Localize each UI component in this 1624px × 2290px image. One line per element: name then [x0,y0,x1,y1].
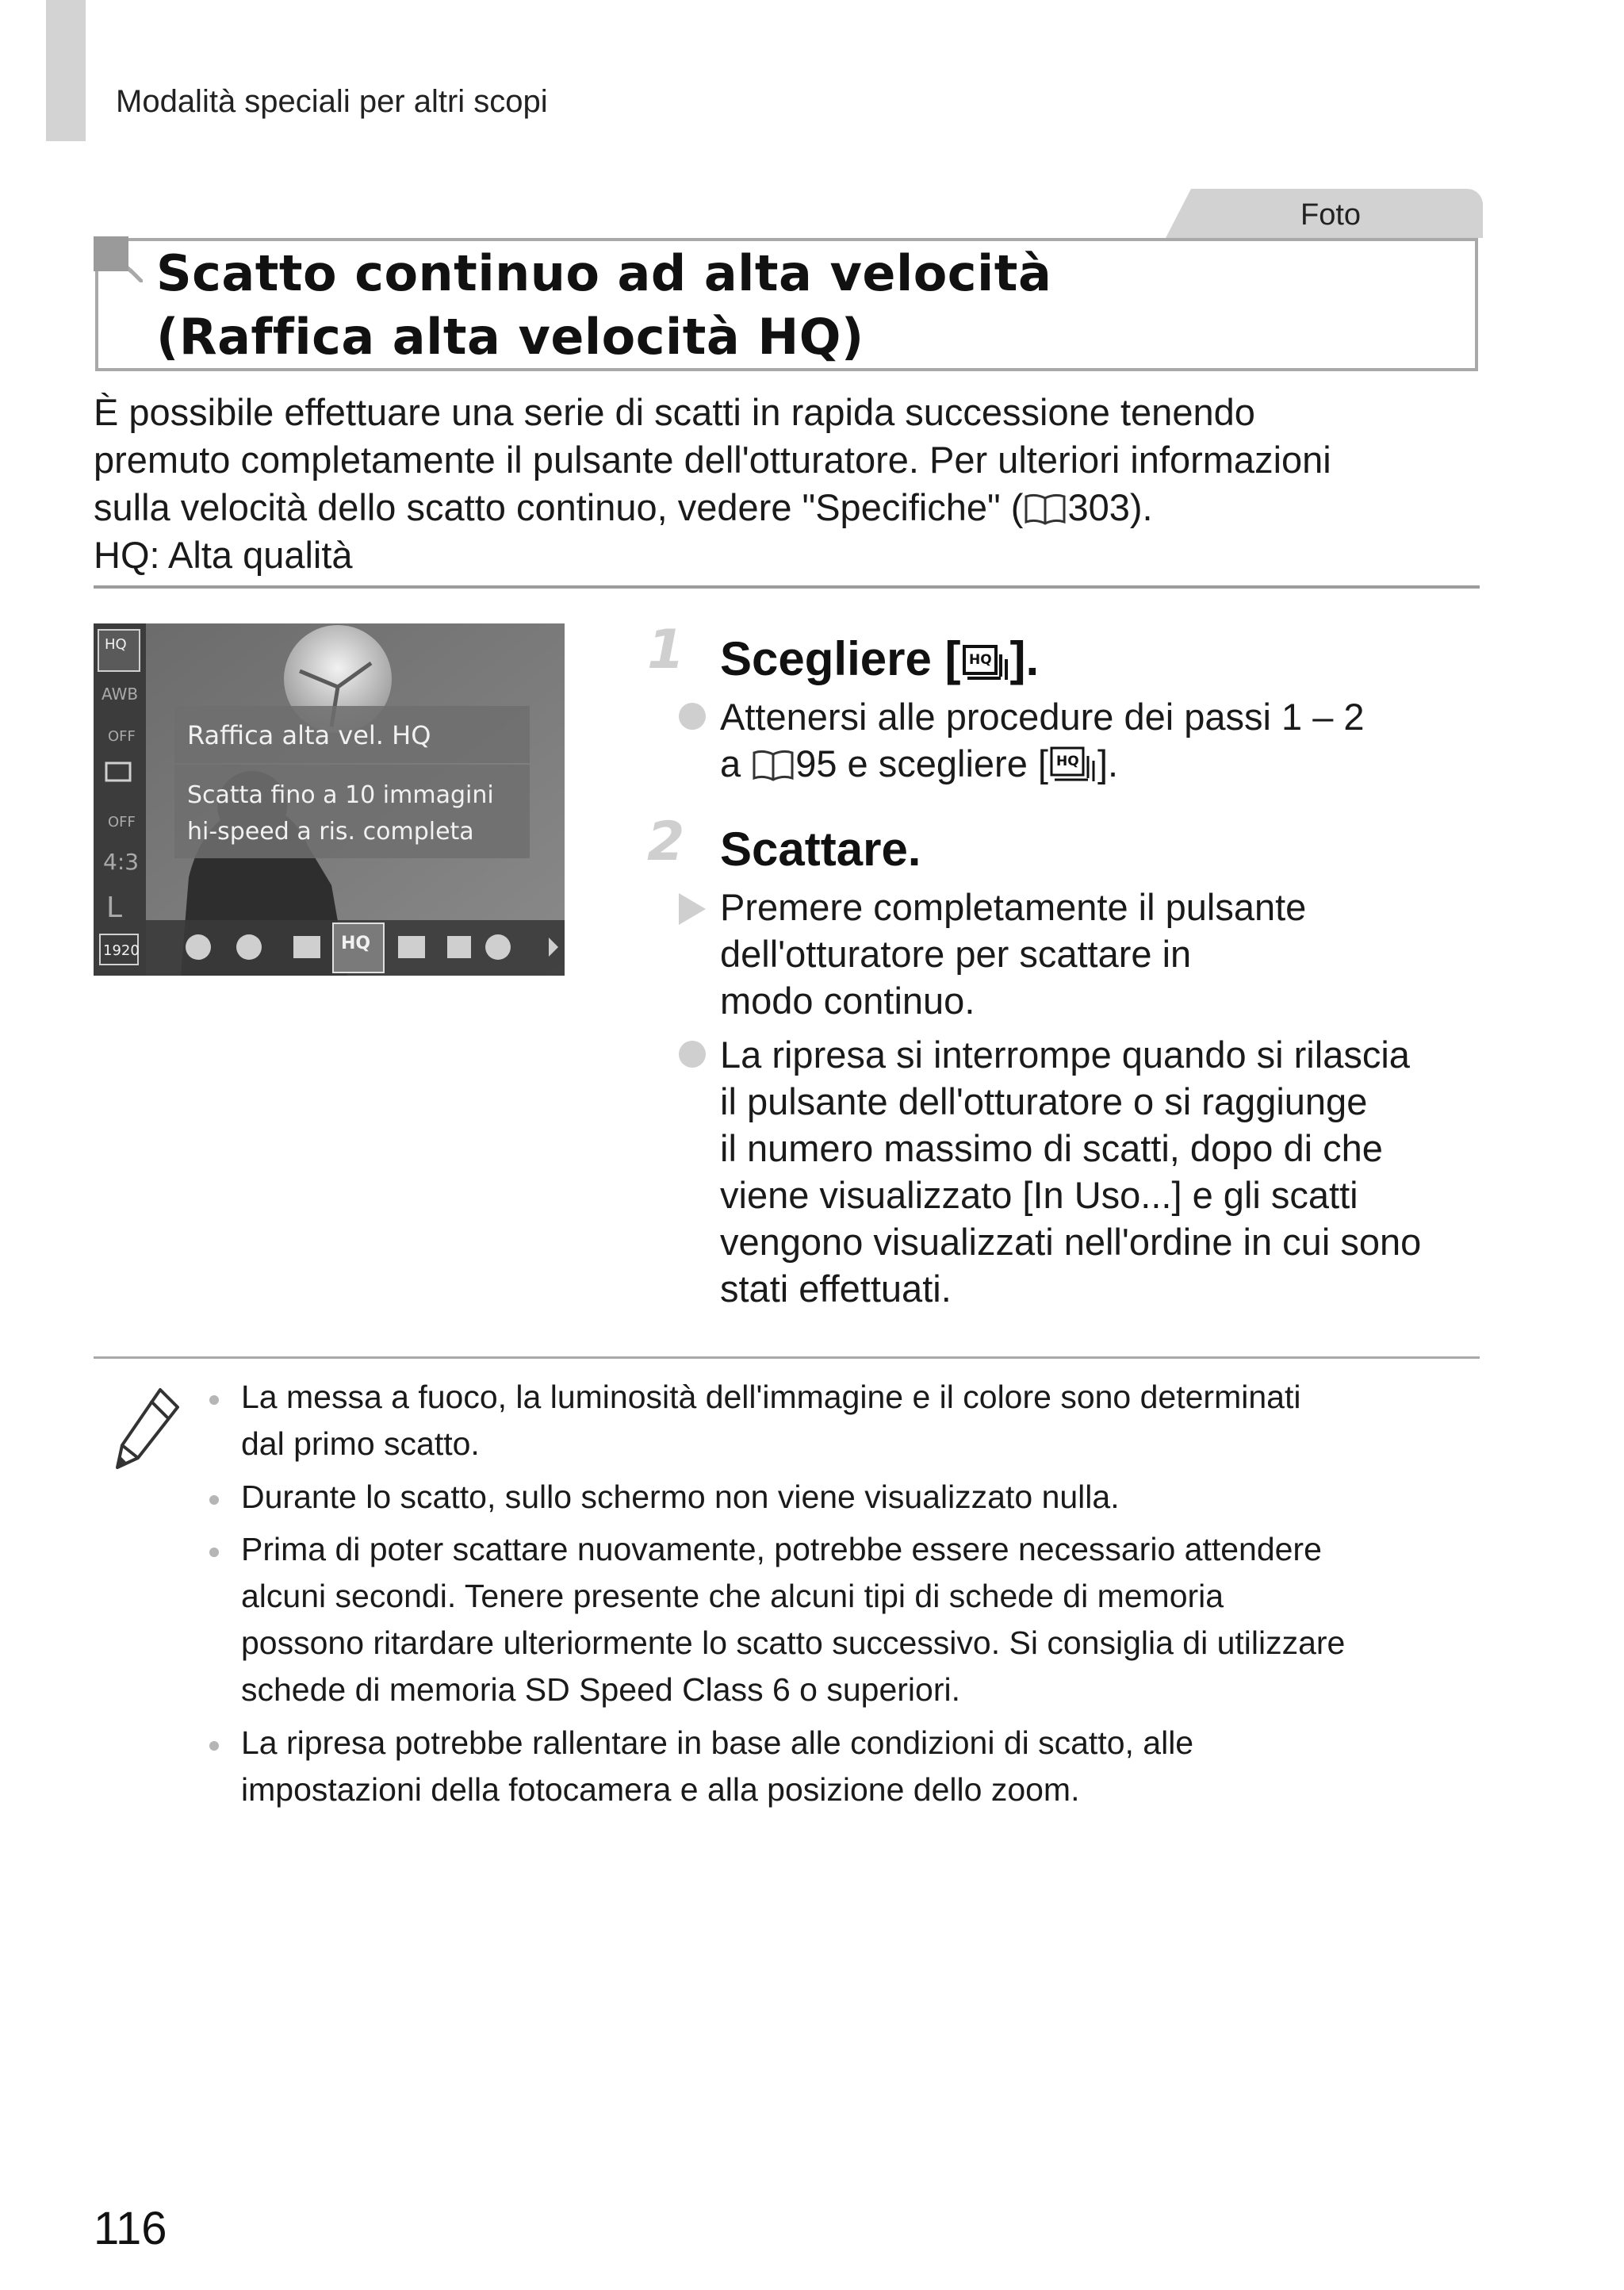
step-title-text: Scegliere [ [720,632,961,685]
hq-burst-icon [1048,745,1097,783]
intro-text: 303). [1067,486,1153,528]
divider [94,1356,1480,1359]
cam-left-icon-label: HQ [105,636,127,653]
cam-menu-title: Raffica alta vel. HQ [187,720,431,750]
step-text: 95 e scegliere [ [795,742,1048,784]
note-bullet [209,1495,219,1505]
step-bullet-line: Attenersi alle procedure dei passi 1 – 2 [720,696,1365,738]
step-title-text: ]. [1009,632,1040,685]
note-bullet [209,1548,219,1557]
book-reference-icon [1023,492,1067,525]
svg-text:HQ: HQ [968,652,992,668]
divider [94,585,1480,589]
page-title-line-2: (Raffica alta velocità HQ) [156,308,864,366]
step-number: 2 [647,811,685,873]
intro-line: HQ: Alta qualità [94,534,353,576]
note-line: impostazioni della fotocamera e alla posizione dello zoom. [241,1771,1080,1808]
cam-left-icon-label: OFF [108,728,136,745]
note-line: possono ritardare ulteriormente lo scatto successivo. Si consiglia di utilizzare [241,1624,1346,1661]
cam-left-icon-label: OFF [108,814,136,830]
step-bullet-line: dell'otturatore per scattare in [720,933,1192,975]
step-title: Scattare. [720,823,921,876]
cam-desc-line: Scatta fino a 10 immagini [187,781,494,809]
note-item [241,1374,1478,1467]
step-title [720,631,1039,686]
step-number: 1 [647,619,685,681]
page-edge-bar [46,0,86,141]
result-arrow [679,893,706,925]
step-text: ]. [1097,742,1119,784]
step-bullet-line [720,740,1481,787]
step-bullet [720,1031,1481,1312]
category-tab-label: Foto [1300,198,1362,232]
note-item [241,1526,1478,1713]
cam-left-icon-label: 1920 [103,942,140,959]
step-bullet-line: vengono visualizzati nell'ordine in cui sono [720,1221,1422,1263]
cam-left-icon-label: 4:3 [103,849,140,875]
bullet-circle [679,1041,706,1068]
camera-screen-image [94,623,565,976]
step-bullet-line: il pulsante dell'otturatore o si raggiunge [720,1080,1368,1122]
step-text: a [720,742,752,784]
note-line: schede di memoria SD Speed Class 6 o superiori. [241,1671,960,1708]
note-line: alcuni secondi. Tenere presente che alcuni tipi di schede di memoria [241,1578,1224,1614]
page-number: 116 [94,2203,167,2254]
step-bullet-line: il numero massimo di scatti, dopo di che [720,1127,1383,1169]
bullet-circle [679,703,706,730]
note-line: dal primo scatto. [241,1425,480,1462]
note-bullet [209,1395,219,1405]
cam-left-icon-label: AWB [102,685,139,704]
step-bullet-line: modo continuo. [720,980,975,1022]
note-item [241,1720,1478,1813]
book-reference-icon [751,748,795,781]
intro-line: premuto completamente il pulsante dell'otturatore. Per ulteriori informazioni [94,439,1331,481]
note-line: La ripresa potrebbe rallentare in base alle condizioni di scatto, alle [241,1724,1194,1761]
pencil-note-icon [111,1385,182,1472]
cam-left-icon-label: L [106,892,123,924]
section-header: Modalità speciali per altri scopi [116,84,548,119]
note-line: Prima di poter scattare nuovamente, potrebbe essere necessario attendere [241,1531,1322,1567]
note-line: La messa a fuoco, la luminosità dell'immagine e il colore sono determinati [241,1379,1301,1415]
step-bullet [720,693,1481,787]
svg-text:HQ: HQ [1055,754,1079,769]
step-bullet-line: Premere completamente il pulsante [720,886,1307,928]
title-corner-square [94,236,128,271]
page-title-line-1: Scatto continuo ad alta velocità [156,244,1052,302]
note-item [241,1474,1478,1521]
note-line: Durante lo scatto, sullo schermo non viene visualizzato nulla. [241,1479,1120,1515]
intro-line [94,484,1489,531]
intro-text: sulla velocità dello scatto continuo, vedere "Specifiche" ( [94,486,1024,528]
step-bullet-line: stati effettuati. [720,1268,952,1310]
note-bullet [209,1741,219,1751]
step-bullet-line: La ripresa si interrompe quando si rilascia [720,1034,1410,1076]
hq-burst-icon [961,643,1010,681]
step-bullet-line: viene visualizzato [In Uso...] e gli scatti [720,1174,1358,1216]
cam-selected-mode: HQ [341,934,371,953]
intro-paragraph [94,389,1489,579]
cam-desc-line: hi-speed a ris. completa [187,818,474,846]
intro-line: È possibile effettuare una serie di scatti in rapida successione tenendo [94,391,1255,433]
step-bullet [720,884,1481,1024]
